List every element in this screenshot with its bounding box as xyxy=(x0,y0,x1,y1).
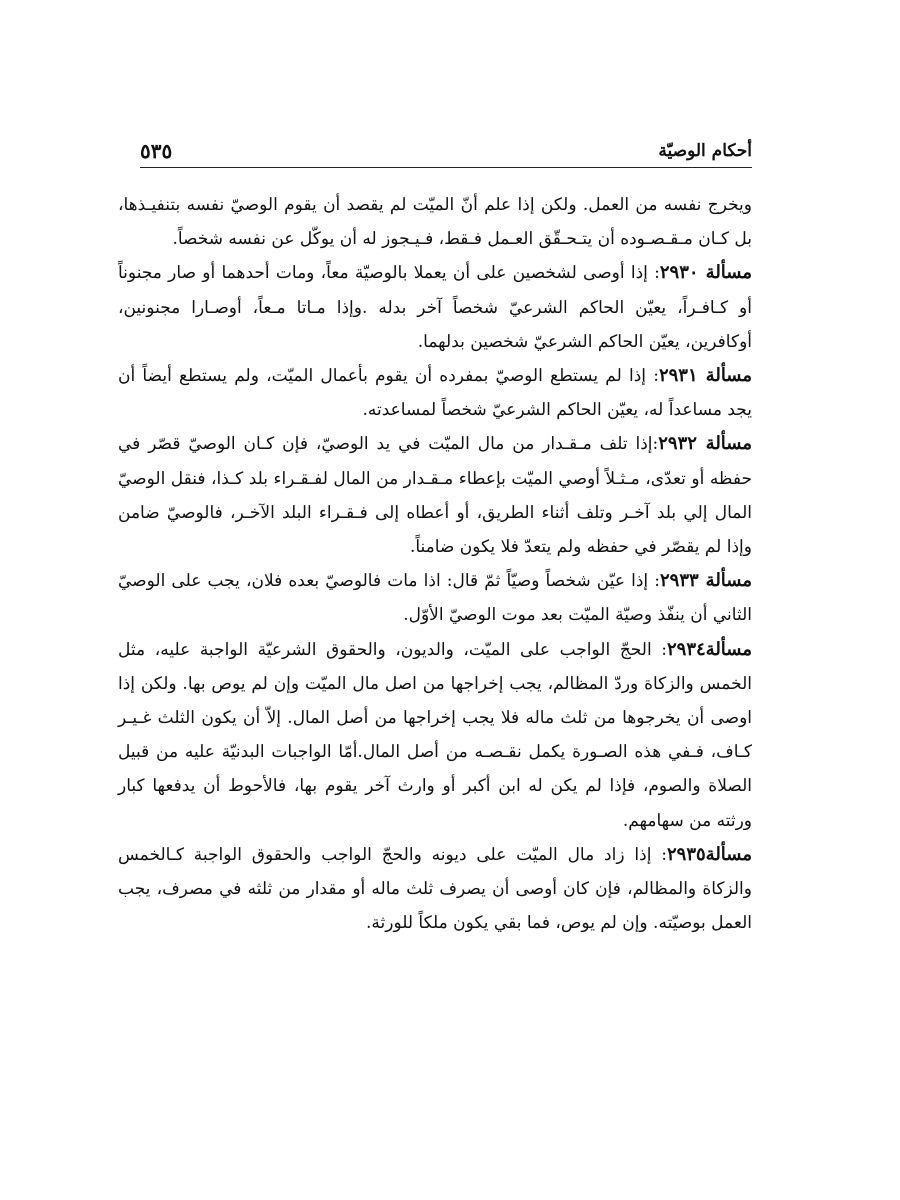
issue-text: : إذا زاد مال الميّت على ديونه والحجّ الواجب والحقوق الواجبة كـالخمس والزكاة والمظالم، فإن كان أوصى أن يصرف ثلث ماله أو مقدار من ثلثه في مصرف، يجب العمل بوصيّته. وإن لم يوص، فما بقي يكون ملكاً للورثة. xyxy=(118,844,752,934)
issue-label: مسألة٢٩٣٥ xyxy=(667,843,752,865)
issue-text: : الحجّ الواجب على الميّت، والديون، والحقوق الشرعيّة الواجبة عليه، مثل الخمس والزكاة وردّ المظالم، يجب إخراجها من اصل مال الميّت وإن لم يوص بها. ولكن إذا اوصى أن يخرجوها من ثلث ماله فلا يجب إخراجها من أصل المال. إلاّ أن يكون الثلث غـيـر كـاف، فـفي هذه الصـورة يكمل نقـصـه من أصل المال.أمّا الواجبات البدنيّة عليه من قبيل الصلاة والصوم، فإذا لم يكن له ابن أكبر أو وارث آخر يقوم بها، فالأحوط أن يدفعها كبار ورثته من سهامهم. xyxy=(118,639,752,831)
running-title: أحكام الوصيّة xyxy=(658,141,752,161)
paragraph-continuation xyxy=(118,188,752,256)
issue-2935 xyxy=(118,838,752,941)
issue-2932 xyxy=(118,427,752,564)
page-header xyxy=(140,138,752,164)
issue-2933 xyxy=(118,564,752,632)
issue-text: : إذا عيّن شخصاً وصيّاً ثمّ قال: اذا مات فالوصيّ بعده فلان، يجب على الوصيّ الثاني أن ينفّذ وصيّة الميّت بعد موت الوصيّ الأوّل. xyxy=(118,571,752,626)
issue-label: مسألة ٢٩٣٠ xyxy=(659,262,752,284)
header-divider xyxy=(140,167,752,168)
paragraph-text: ويخرج نفسه من العمل. ولكن إذا علم أنّ الميّت لم يقصد أن يقوم الوصيّ نفسه بتنفيـذها، بل كـان مـقـصـوده أن يتـحـقّق العـمل فـقط، فـيـجوز له أن يوكّل عن نفسه شخصاً. xyxy=(118,195,752,250)
issue-label: مسألة ٢٩٣٣ xyxy=(660,570,752,592)
page-body xyxy=(118,188,752,940)
issue-2934 xyxy=(118,633,752,838)
issue-label: مسألة ٢٩٣١ xyxy=(658,365,753,387)
issue-text: : إذا لم يستطع الوصيّ بمفرده أن يقوم بأعمال الميّت، ولم يستطع أيضاً أن يجد مساعداً له، يعيّن الحاكم الشرعيّ شخصاً لمساعدته. xyxy=(118,366,752,421)
issue-2931 xyxy=(118,359,752,427)
issue-label: مسألة٢٩٣٤ xyxy=(667,638,752,660)
page-number: ٥٣٥ xyxy=(140,139,173,163)
issue-text: :إذا تلف مـقـدار من مال الميّت في يد الوصيّ، فإن كـان الوصيّ قصّر في حفظه أو تعدّى، مـثـلاً أوصي الميّت بإعطاء مـقـدار من المال لفـقـراء بلد كـذا، فنقل الوصيّ المال إلي بلد آخـر وتلف أثناء الطريق، أو أعطاه إلى فـقـراء البلد الآخـر، فالوصيّ ضامن وإذا لم يقصّر في حفظه ولم يتعدّ فلا يكون ضامناً. xyxy=(118,434,752,558)
issue-text: : إذا أوصى لشخصين على أن يعملا بالوصيّة معاً، ومات أحدهما أو صار مجنوناً أو كـافـراً، يعيّن الحاكم الشرعيّ شخصاً آخر بدله .وإذا مـاتا مـعاً، أوصـارا مجنونين، أوكافرين، يعيّن الحاكم الشرعيّ شخصين بدلهما. xyxy=(118,263,752,352)
issue-label: مسألة ٢٩٣٢ xyxy=(658,433,752,455)
issue-2930 xyxy=(118,256,752,359)
